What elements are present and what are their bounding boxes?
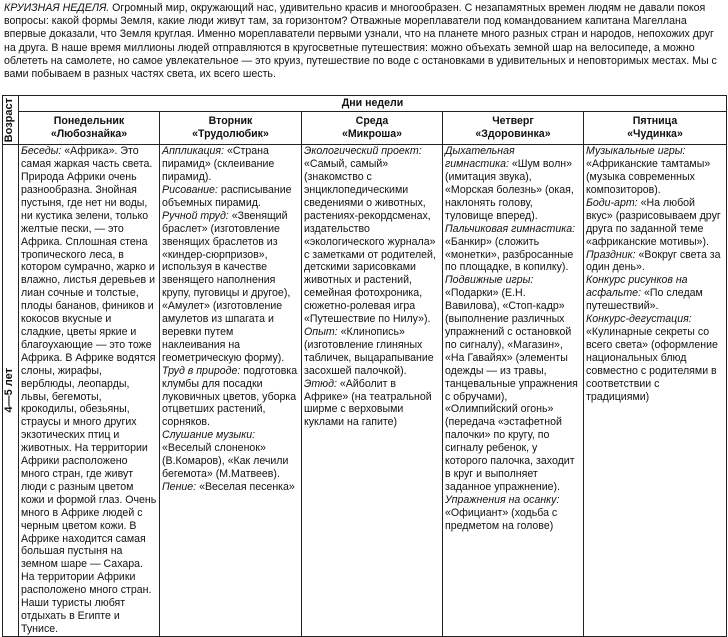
- age-header: Возраст: [3, 98, 15, 143]
- cell-tuesday: Аппликация: «Страна пирамид» (склеивание пирамид). Рисование: расписывание объемных пирамид. Ручной труд: «Звенящий браслет» (изготовление звенящих браслетов из «киндер-сюрпризов», используя в качестве звенящего наполнения крупу, пуговицы и другое), «Амулет» (изготовление амулетов из шпагата и веревки путем наклеивания на геометрическую форму). Труд в природе: подготовка клумбы для посадки луковичных цветов, уборка отцветших растений, сорняков. Слушание музыки: «Веселый слоненок» (В.Комаров), «Как лечили бегемота» (М.Матвеев). Пение: «Веселая песенка»: [160, 145, 302, 636]
- intro-text: Огромный мир, окружающий нас, удивительно красив и многообразен. С незапамятных времен людям не давали покоя вопросы: какой формы Земля, какие люди живут там, за горизонтом? Отважные мореплаватели под командованием капитана Магеллана впервые доказали, что Земля круглая. Именно мореплаватели первыми узнали, что на планете много разных стран и народов, непохожих друг на друга. В наше время миллионы людей отправляются в кругосветные путешествия: можно объехать земной шар на велосипеде, а можно облететь на самолете, но самое увлекательное — это круиз, путешествие по воде с остановками в удивительных и неповторимых местах. Мы с вами побываем в разных частях света, их всего шесть.: [4, 2, 717, 81]
- day-header-tuesday: Вторник «Трудолюбик»: [160, 111, 302, 145]
- cell-friday: Музыкальные игры: «Африканские тамтамы» (музыка современных композиторов). Боди-арт: «На любой вкус» (разрисовываем друг друга по заданной теме «африканские мотивы»). Праздник: «Вокруг света за один день». Конкурс рисунков на асфальте: «По следам путешествий». Конкурс-дегустация: «Кулинарные секреты со всего света» (оформление национальных блюд совместно с родителями в соответствии с традициями): [584, 145, 727, 636]
- day-header-wednesday: Среда «Микроша»: [302, 111, 443, 145]
- age-value: 4—5 лет: [3, 368, 15, 413]
- intro-paragraph: [4, 2, 724, 81]
- age-header-cell: [3, 96, 19, 145]
- schedule-table: [2, 95, 727, 637]
- day-header-friday: Пятница «Чудинка»: [584, 111, 727, 145]
- day-header-monday: Понедельник «Любознайка»: [19, 111, 160, 145]
- cell-wednesday: Экологический проект: «Самый, самый» (знакомство с энциклопедическими сведениями о животных, растениях-рекордсменах, издательство «экологического журнала» с заметками от родителей, детскими зарисовками животных и растений, семейная фотохроника, сюжетно-ролевая игра «Путешествие по Нилу»). Опыт: «Клинопись» (изготовление глиняных табличек, выцарапывание засохшей палочкой). Этюд: «Айболит в Африке» (на театральной ширме с верховыми куклами на гапите): [302, 145, 443, 636]
- days-header: Дни недели: [19, 96, 727, 112]
- age-value-cell: [3, 145, 19, 636]
- cell-thursday: Дыхательная гимнастика: «Шум волн» (имитация звука), «Морская болезнь» (окая, наклонять голову, туловище вперед). Пальчиковая гимнастика: «Банкир» (сложить «монетки», разбросанные по площадке, в копилку). Подвижные игры: «Подарки» (Е.Н. Вавилова), «Стоп-кадр» (выполнение различных упражнений с остановкой по сигналу), «Магазин», «На Гавайях» (элементы одежды — из травы, танцевальные упражнения с обручами), «Олимпийский огонь» (передача «эстафетной палочки» по кругу, по сигналу ребенок, у которого палочка, заходит в круг и выполняет заданное упражнение). Упражнения на осанку: «Официант» (ходьба с предметом на голове): [443, 145, 584, 636]
- cell-monday: Беседы: «Африка». Это самая жаркая часть света. Природа Африки очень разнообразна. Знойная пустыня, где нет ни воды, ни кустика зелени, только желтые пески, — это Африка. Сплошная стена тропического леса, в котором сумрачно, жарко и влажно, листья деревьев и лиан сочные и толстые, плоды бананов, фиников и кокосов вкусные и сладкие, цветы яркие и благоухающие — это тоже Африка. В Африке водятся слоны, жирафы, верблюды, леопарды, львы, бегемоты, крокодилы, обезьяны, страусы и много других экзотических птиц и животных. На территории Африки расположено много стран, где живут люди с разным цветом кожи и формой глаз. Очень много в Африке людей с черным цветом кожи. В Африке находится самая большая пустыня на земном шаре — Сахара. На территории Африки расположено много стран. Наши туристы любят отдыхать в Египте и Тунисе.: [19, 145, 160, 636]
- day-header-thursday: Четверг «Здоровинка»: [443, 111, 584, 145]
- intro-lead: КРУИЗНАЯ НЕДЕЛЯ.: [4, 2, 110, 14]
